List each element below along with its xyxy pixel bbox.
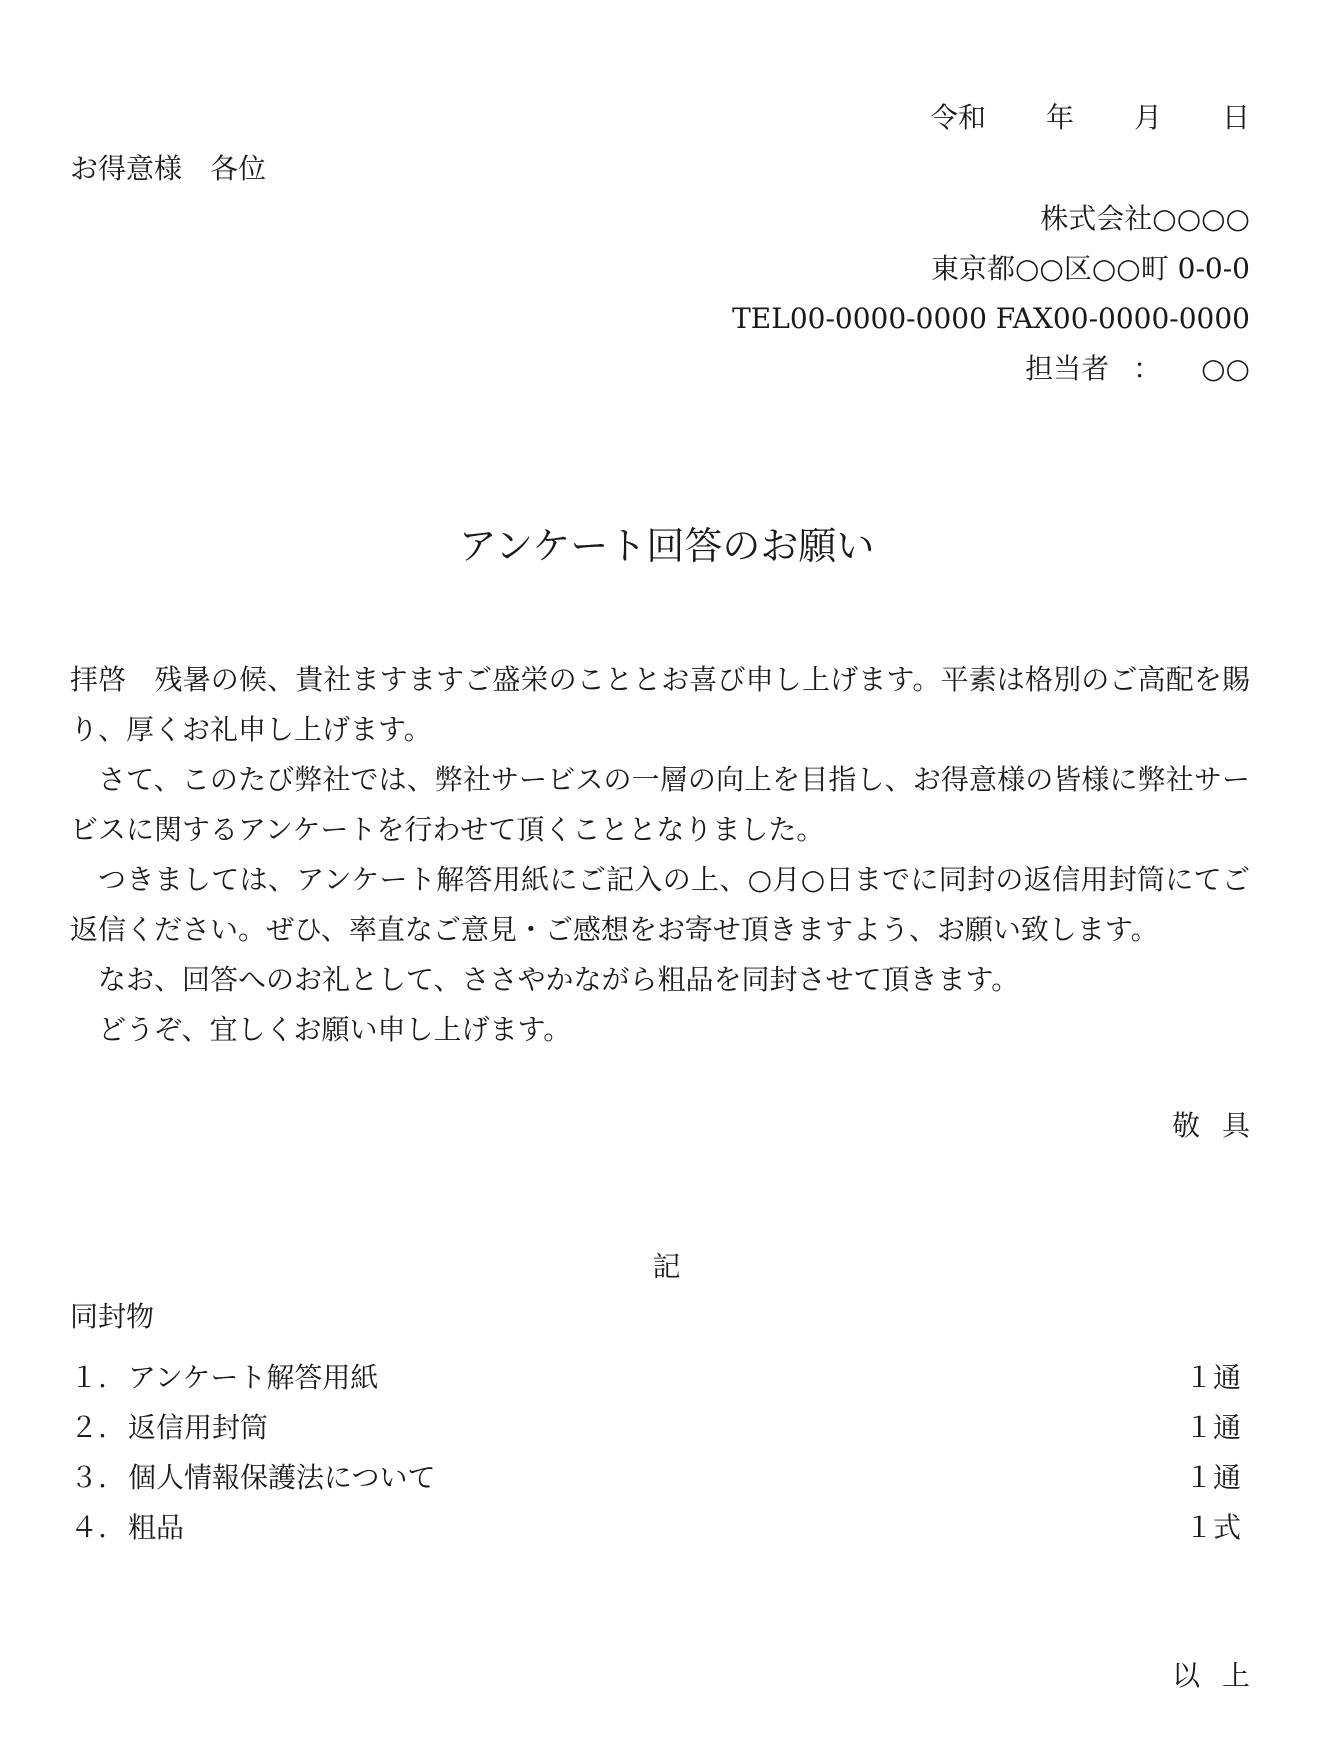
body-paragraph: なお、回答へのお礼として、ささやかながら粗品を同封させて頂きます。 [98, 963, 1020, 996]
sender-company: 株式会社○○○○ [1040, 202, 1250, 235]
body-paragraph-greeting: 拝啓 残暑の候、貴社ますますご盛栄のこととお喜び申し上げます。平素は格別のご高配を賜り、厚くお礼申し上げます。 [70, 663, 1250, 746]
date-month: 月 [1133, 101, 1162, 134]
body-paragraph: つきましては、アンケート解答用紙にご記入の上、○月○日までに同封の返信用封筒にてご返信ください。ぜひ、率直なご意見・ご感想をお寄せ頂きますよう、お願い致します。 [70, 863, 1250, 946]
item-name: 個人情報保護法について [128, 1461, 436, 1494]
date-day: 日 [1221, 101, 1250, 134]
person-label: 担当者 [1025, 352, 1110, 385]
date-era: 令和 [929, 101, 986, 134]
person-separator: ： [1133, 352, 1162, 385]
item-name: 返信用封筒 [128, 1411, 269, 1444]
item-quantity: １通 [1184, 1361, 1241, 1394]
enclosure-list [70, 1353, 1241, 1553]
date-year: 年 [1045, 101, 1074, 134]
item-number: ２. [70, 1411, 107, 1444]
sender-person [1025, 352, 1250, 385]
item-number: ３. [70, 1461, 107, 1494]
item-name: 粗品 [128, 1511, 185, 1544]
sender-address: 東京都○○区○○町 0-0-0 [931, 252, 1250, 285]
record-heading: 記 [652, 1250, 681, 1283]
closing-phrase: 敬具 [1171, 1109, 1272, 1142]
list-item [70, 1503, 1241, 1553]
list-item [70, 1353, 1241, 1403]
end-phrase: 以上 [1171, 1659, 1272, 1692]
recipient: お得意様 各位 [70, 152, 267, 185]
date-line [929, 101, 1250, 134]
list-item [70, 1453, 1241, 1503]
item-number: １. [70, 1361, 107, 1394]
body-paragraph: どうぞ、宜しくお願い申し上げます。 [98, 1013, 572, 1046]
item-quantity: １通 [1184, 1411, 1241, 1444]
item-quantity: １式 [1184, 1511, 1241, 1544]
body-paragraph: さて、このたび弊社では、弊社サービスの一層の向上を目指し、お得意様の皆様に弊社サービスに関するアンケートを行わせて頂くこととなりました。 [70, 763, 1250, 846]
item-name: アンケート解答用紙 [128, 1361, 379, 1394]
item-number: ４. [70, 1511, 107, 1544]
item-quantity: １通 [1184, 1461, 1241, 1494]
enclosure-label: 同封物 [70, 1300, 155, 1333]
list-item [70, 1403, 1241, 1453]
sender-contact: TEL00-0000-0000 FAX00-0000-0000 [732, 302, 1250, 335]
document-title: アンケート回答のお願い [458, 524, 875, 568]
letter-body [70, 655, 1250, 1055]
person-name: ○○ [1201, 352, 1250, 385]
